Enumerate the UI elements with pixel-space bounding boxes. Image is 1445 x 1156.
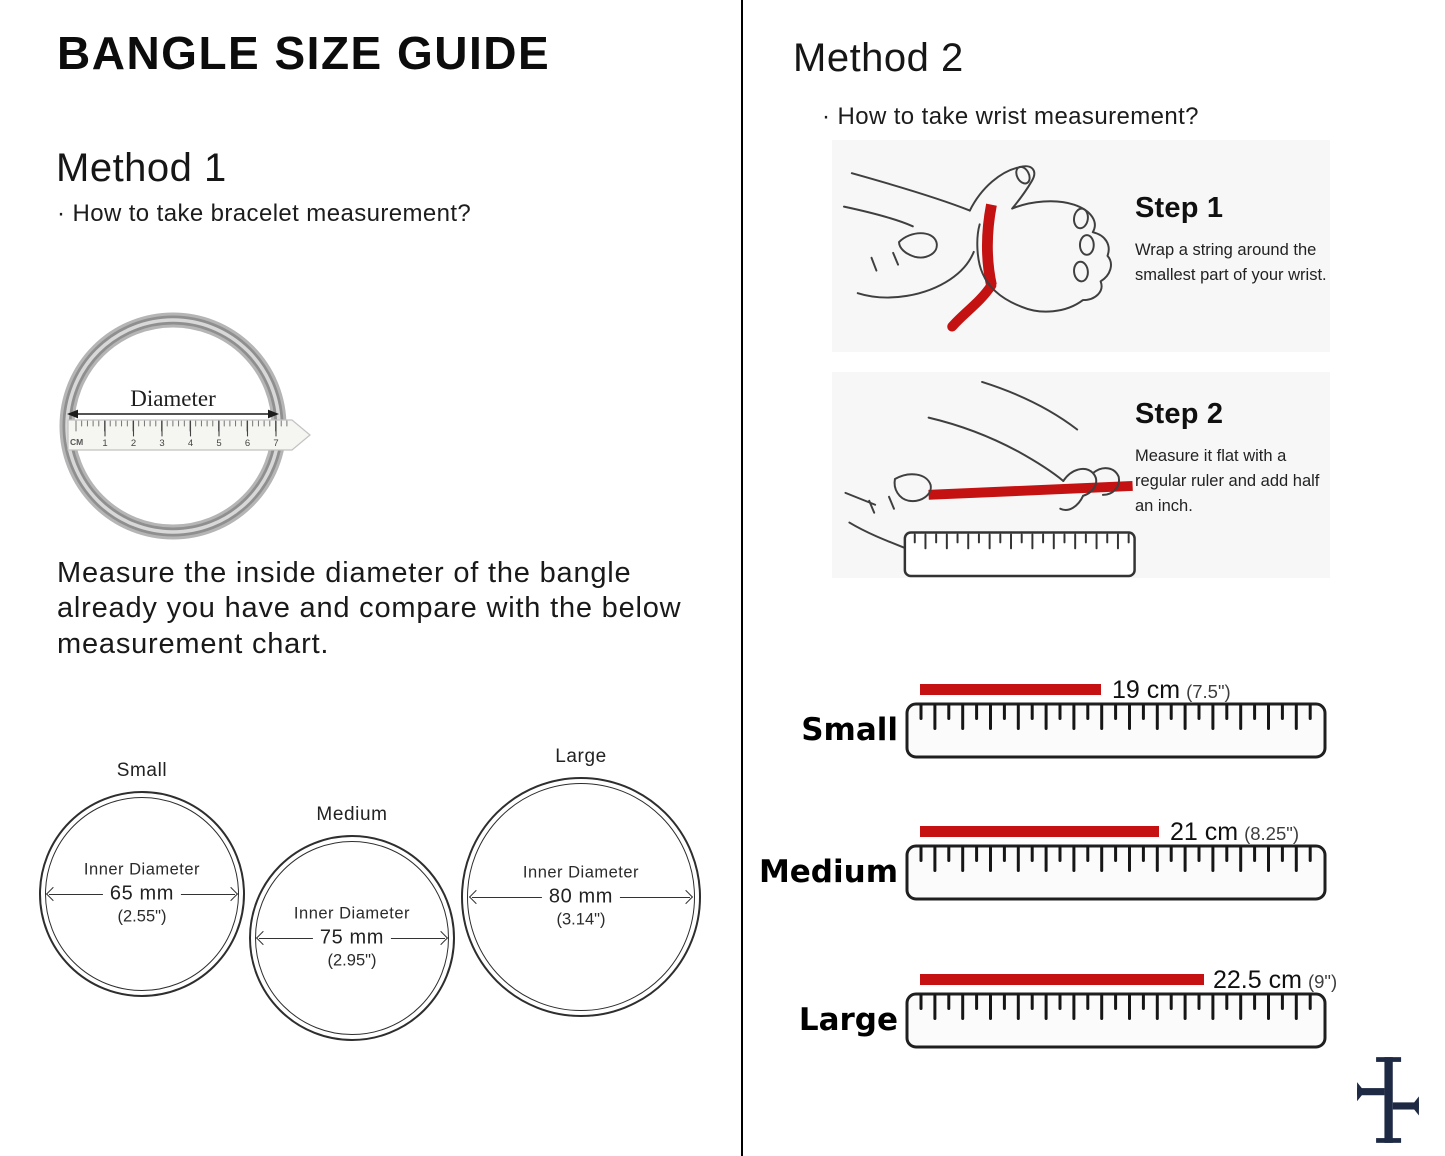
measurement-inches: (9") bbox=[1307, 971, 1338, 992]
method1-description: Measure the inside diameter of the bangle already you have and compare with the below measurement chart. bbox=[57, 557, 682, 660]
red-string bbox=[929, 486, 1133, 495]
size-name: Small bbox=[116, 760, 168, 781]
size-name: Large bbox=[555, 746, 607, 767]
measurement-cm: 19 cm bbox=[1112, 676, 1181, 704]
inner-diameter-inches: (2.95") bbox=[321, 951, 384, 972]
measurement-cm: 21 cm bbox=[1170, 818, 1239, 846]
page-title: BANGLE SIZE GUIDE bbox=[57, 27, 551, 79]
diameter-label: Diameter bbox=[130, 386, 216, 411]
method2-question: · How to take wrist measurement? bbox=[822, 103, 1199, 130]
size-name: Medium bbox=[316, 804, 388, 825]
inner-diameter-label: Inner Diameter bbox=[287, 904, 417, 925]
step2-title: Step 2 bbox=[1135, 398, 1224, 430]
inner-diameter-inches: (2.55") bbox=[111, 907, 174, 928]
measurement-medium bbox=[1170, 818, 1299, 847]
svg-text:7: 7 bbox=[273, 438, 279, 449]
inner-diameter-mm: 65 mm bbox=[103, 881, 181, 907]
measurement-large bbox=[1213, 966, 1337, 995]
method2-heading: Method 2 bbox=[793, 36, 964, 80]
ll-monogram-logo-icon bbox=[1352, 1050, 1424, 1150]
ruler-measure-illustration bbox=[842, 378, 1142, 580]
measurement-small bbox=[1112, 676, 1231, 705]
step2-panel bbox=[832, 372, 1330, 578]
bangle-ring-small bbox=[39, 791, 245, 997]
wrist-size-label-large: Large bbox=[798, 1002, 898, 1038]
svg-text:4: 4 bbox=[187, 438, 194, 449]
inner-diameter-inches: (3.14") bbox=[550, 910, 613, 931]
vertical-divider bbox=[741, 0, 743, 1156]
inner-diameter-mm: 75 mm bbox=[313, 925, 391, 951]
string-length-bar-small bbox=[920, 684, 1101, 695]
string-length-bar-large bbox=[920, 974, 1204, 985]
size-ruler-small bbox=[905, 702, 1327, 759]
step1-panel bbox=[832, 140, 1330, 352]
bangle-diameter-diagram bbox=[52, 286, 344, 568]
svg-text:6: 6 bbox=[244, 438, 251, 449]
step1-title: Step 1 bbox=[1135, 192, 1224, 224]
bangle-ring-medium bbox=[249, 835, 455, 1041]
bangle-ring-large bbox=[461, 777, 701, 1017]
size-ruler-medium bbox=[905, 844, 1327, 901]
inner-diameter-label: Inner Diameter bbox=[516, 863, 646, 884]
size-figure-large bbox=[458, 746, 704, 1017]
size-figure-medium bbox=[246, 804, 458, 1041]
inner-diameter-label: Inner Diameter bbox=[77, 860, 207, 881]
ruler-unit-label: CM bbox=[70, 437, 84, 447]
wrist-size-label-small: Small bbox=[801, 712, 898, 748]
method1-question: · How to take bracelet measurement? bbox=[57, 200, 472, 227]
step2-text: Measure it flat with a regular ruler and add half an inch. bbox=[1135, 447, 1320, 515]
size-figure-small bbox=[36, 760, 248, 997]
svg-text:1: 1 bbox=[102, 438, 108, 449]
step1-text: Wrap a string around the smallest part of your wrist. bbox=[1135, 241, 1327, 284]
mini-ruler bbox=[905, 532, 1135, 576]
wrist-size-label-medium: Medium bbox=[758, 854, 898, 890]
measurement-inches: (7.5") bbox=[1186, 681, 1231, 702]
svg-text:2: 2 bbox=[130, 438, 137, 449]
svg-text:5: 5 bbox=[216, 438, 222, 449]
measurement-cm: 22.5 cm bbox=[1213, 966, 1302, 994]
method1-heading: Method 1 bbox=[56, 146, 227, 190]
measurement-inches: (8.25") bbox=[1244, 823, 1299, 844]
red-string bbox=[987, 205, 991, 286]
wrist-string-illustration bbox=[842, 146, 1137, 342]
string-length-bar-medium bbox=[920, 826, 1159, 837]
svg-text:3: 3 bbox=[159, 438, 165, 449]
inner-diameter-mm: 80 mm bbox=[542, 884, 620, 910]
size-ruler-large bbox=[905, 992, 1327, 1049]
